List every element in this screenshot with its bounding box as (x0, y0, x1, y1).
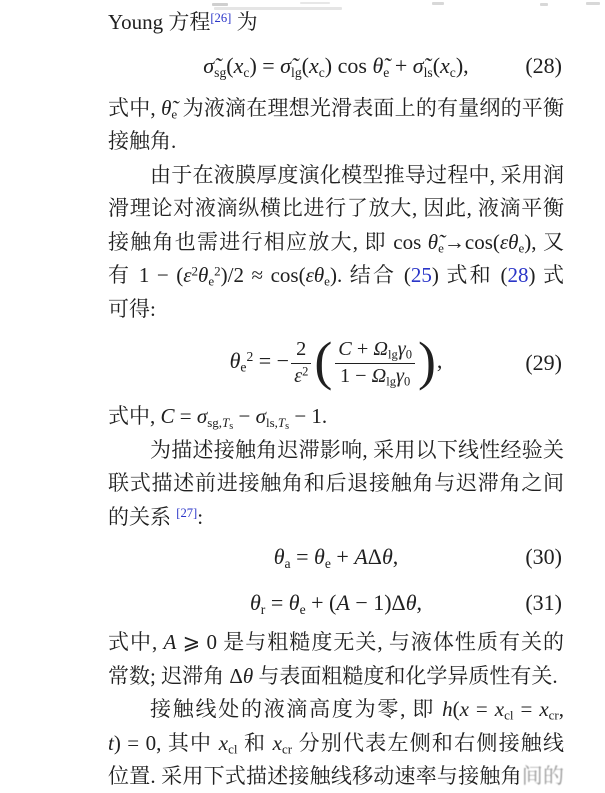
equation-28-formula: $\sigmã_{sg}(x_c)$ = $\sigmã_{lg}(x_c)$ $\cos \thetã_e$ + $\sigmã_{ls}(x_c)$, (203, 52, 469, 80)
clipped-glyph-fragment (432, 2, 444, 5)
eq-ref-28[interactable]: 28 (507, 263, 529, 287)
body-line: 接触角也需进行相应放大, 即 $\cos \thetã_e\to\cos(\varepsilon\theta_e)$, 又 (108, 229, 564, 256)
body-line: 为描述接触角迟滞影响, 采用以下线性经验关 (150, 437, 564, 462)
body-line: 由于在液膜厚度演化模型推导过程中, 采用润 (150, 162, 564, 187)
equation-28-number: (28) (525, 52, 562, 78)
equation-28 (108, 40, 564, 92)
equation-30 (108, 534, 564, 580)
clipped-glyph-fragment (300, 2, 330, 4)
citation-27[interactable]: [27] (176, 505, 198, 520)
body-line: 的关系 [27]: (108, 504, 204, 529)
body-line: 式中, A ⩾ 0 是与粗糙度无关, 与液体性质有关的 (108, 630, 564, 654)
body-line: 滑理论对液滴纵横比进行了放大, 因此, 液滴平衡 (108, 196, 564, 220)
body-line: 可得: (108, 296, 156, 321)
clipped-glyph-fragment (586, 2, 600, 5)
body-line: t) = 0, 其中 $x_{cl}$ 和 $x_{cr}$ 分别代表左侧和右侧接触线 (108, 730, 565, 757)
citation-26[interactable]: [26] (210, 11, 232, 26)
eq-ref-25[interactable]: 25 (410, 263, 432, 287)
equation-31 (108, 580, 564, 626)
equation-29-formula: $\theta_e^2$ = − $\frac{2}{\varepsilon^2}$ ( $\frac{C + \Omega_{lg}\gamma_0}{1 - \Omega_{lg}\gamma_0}$ ), (229, 330, 443, 391)
text-column (108, 6, 564, 793)
body-line: 有 $1 - (\varepsilon^2\theta_e^2)/2 \approx \cos(\varepsilon\theta_e)$. 结合 (25) 式和 (28) 式 (108, 263, 564, 289)
body-line: 式中, $\thetã_e$ 为液滴在理想光滑表面上的有量纲的平衡 (108, 95, 565, 122)
equation-30-number: (30) (525, 544, 562, 569)
body-line: 式中, $C = \sigma_{sg,T_s} - \sigma_{ls,T_s} - 1$. (108, 404, 328, 432)
body-line: 接触角. (108, 129, 177, 153)
equation-29-number: (29) (525, 350, 562, 375)
equation-31-number: (31) (525, 590, 562, 615)
body-line: 位置. 采用下式描述接触线移动速率与接触角间的 (108, 764, 565, 788)
body-line: 接触线处的液滴高度为零, 即 $h(x = x_{cl} = x_{cr}$, (150, 697, 565, 723)
equation-30-formula: $\theta_a = \theta_e + A\Delta\theta$, (273, 544, 399, 571)
equation-29 (108, 326, 564, 400)
equation-31-formula: $\theta_r = \theta_e + (A - 1)\Delta\theta$, (249, 590, 423, 617)
body-line-young-equation-intro: Young 方程[26] 为 (108, 10, 258, 34)
body-line: 常数; 迟滞角 Δθ 与表面粗糙度和化学异质性有关. (108, 663, 558, 688)
body-line: 联式描述前进接触角和后退接触角与迟滞角之间 (108, 471, 564, 495)
